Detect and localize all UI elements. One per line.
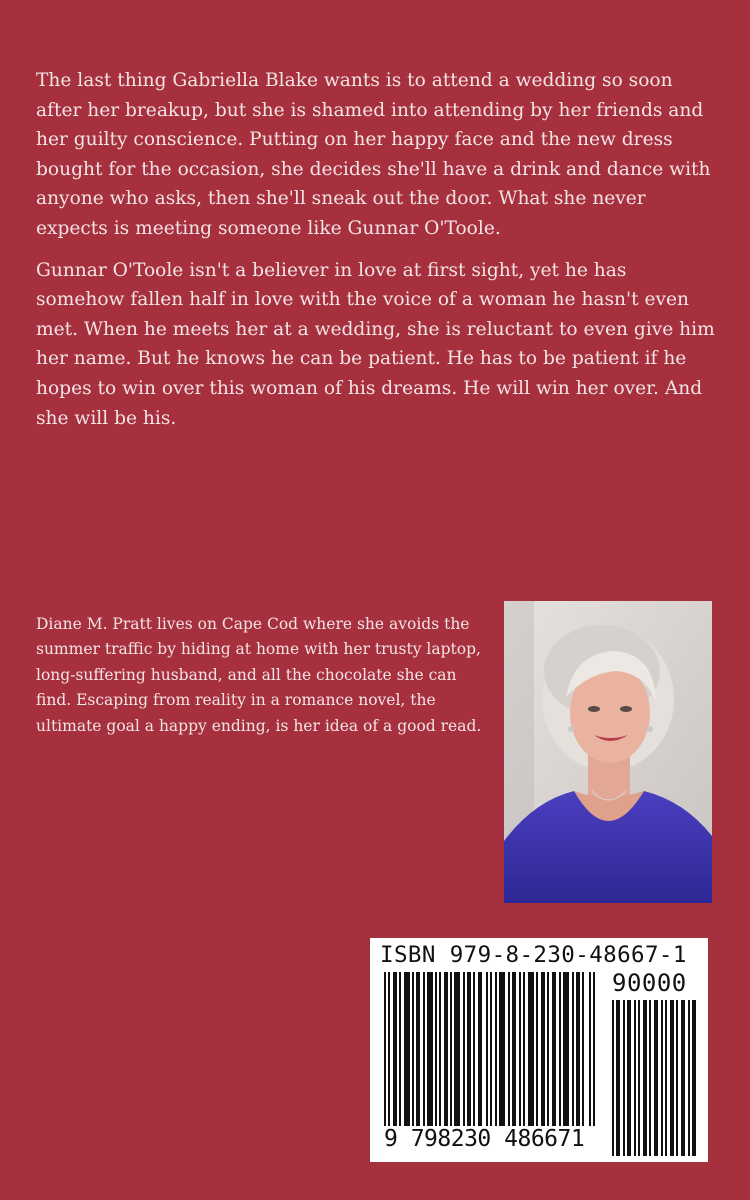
isbn-barcode bbox=[370, 938, 708, 1162]
isbn-label: ISBN 979-8-230-48667-1 bbox=[380, 942, 687, 968]
barcode-digits: 9 798230 486671 bbox=[384, 1126, 598, 1156]
price-barcode-bars bbox=[612, 1000, 696, 1156]
price-code: 90000 bbox=[612, 969, 687, 997]
blurb-paragraph-2: Gunnar O'Toole isn't a believer in love at first sight, yet he has somehow fallen half in love with the voice of a woman he hasn't even met. When he meets her at a wedding, she is reluctant to even give him her name. But he knows he can be patient. He has to be patient if he hopes to win over this woman of his dreams. He will win her over. And she will be his. bbox=[36, 259, 715, 429]
author-bio: Diane M. Pratt lives on Cape Cod where she avoids the summer traffic by hiding at home with her trusty laptop, long-suffering husband, and all the chocolate she can find. Escaping from reality in a romance novel, the ultimate goal a happy ending, is her idea of a good read. bbox=[36, 615, 482, 735]
author-photo bbox=[504, 601, 712, 903]
blurb-paragraph-1: The last thing Gabriella Blake wants is to attend a wedding so soon after her breakup, but she is shamed into attending by her friends and her guilty conscience. Putting on her happy face and the new dress bought for the occasion, she decides she'll have a drink and dance with anyone who asks, then she'll sneak out the door. What she never expects is meeting someone like Gunnar O'Toole. bbox=[36, 70, 711, 239]
back-cover-blurb bbox=[36, 66, 720, 445]
